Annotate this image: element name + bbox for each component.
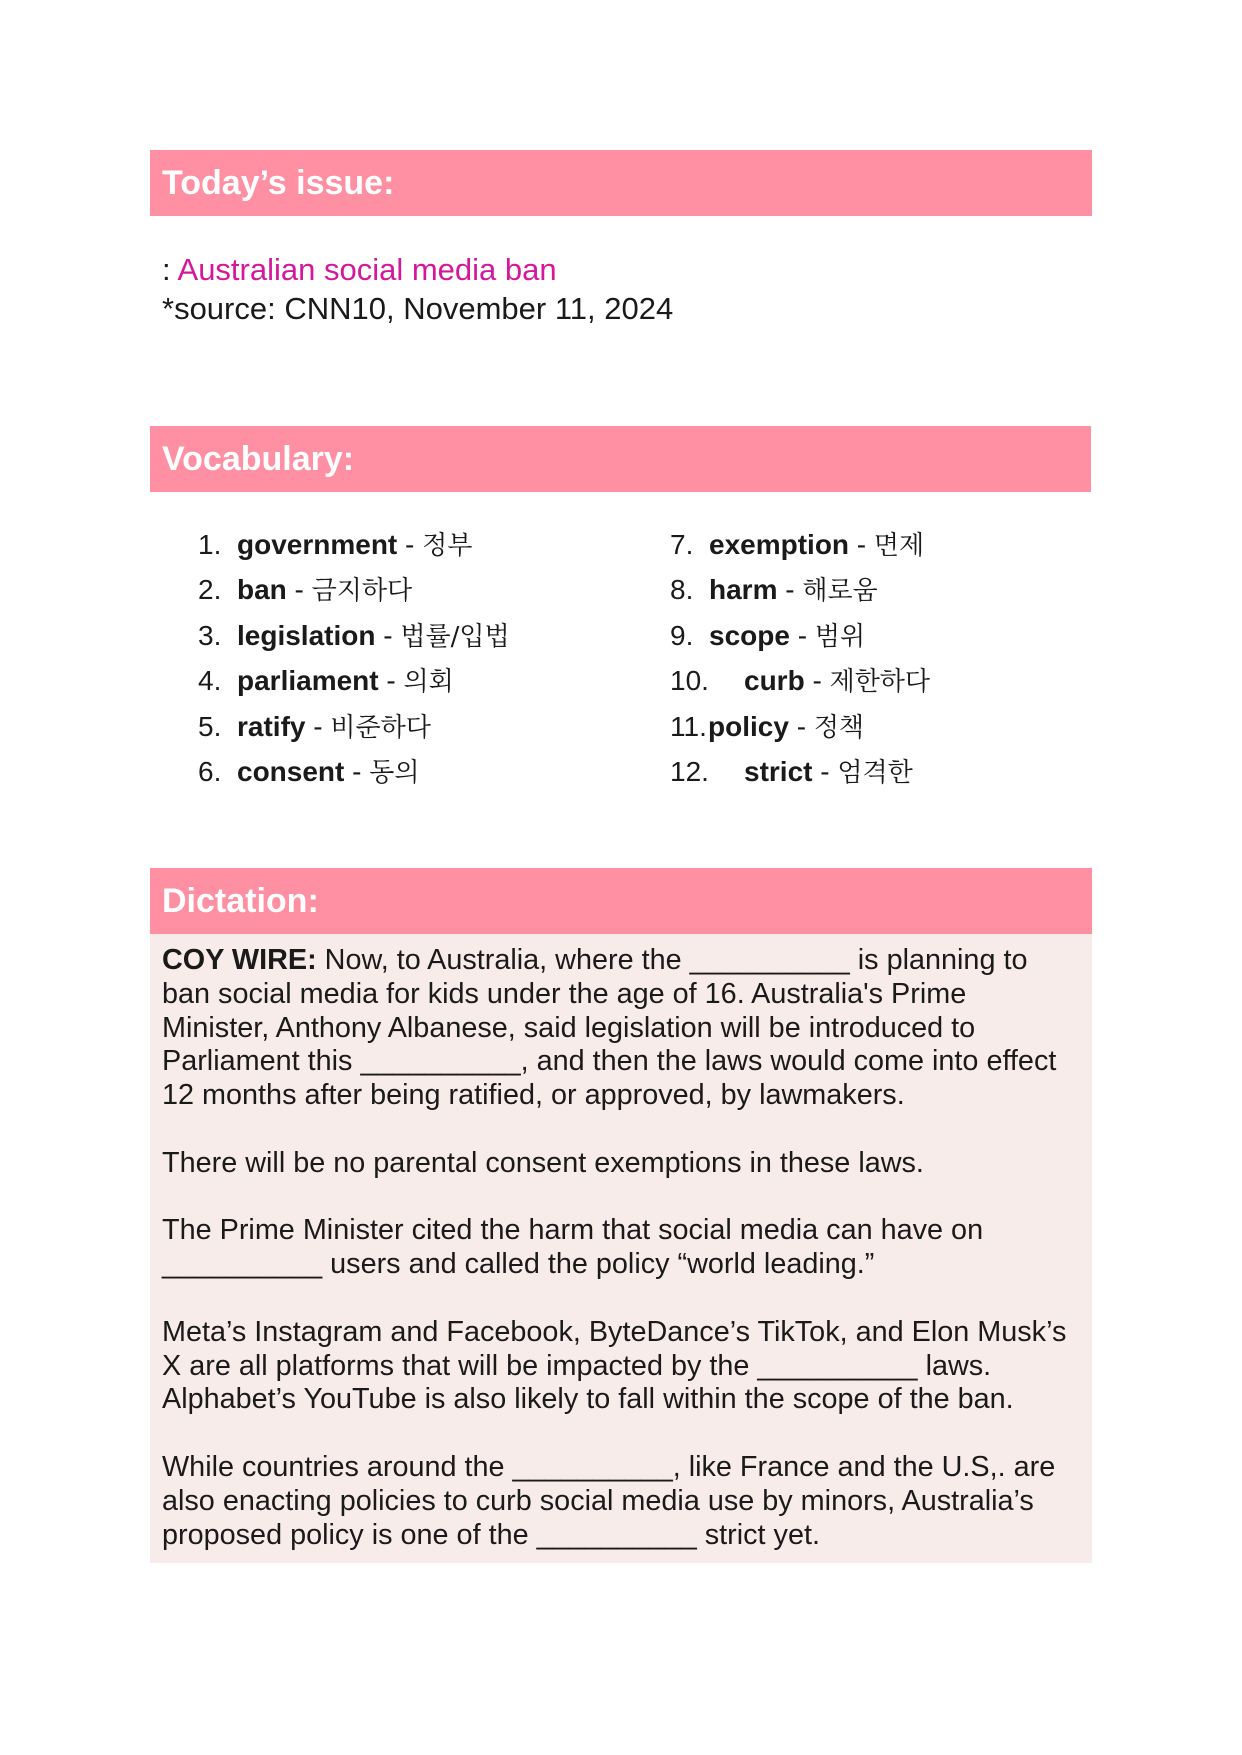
vocab-meaning: 정부 xyxy=(422,531,473,561)
dictation-line: Parliament this __________, and then the laws would come into effect xyxy=(162,1045,1057,1078)
dictation-line: also enacting policies to curb social media use by minors, Australia’s xyxy=(162,1484,1034,1517)
vocab-meaning: 의회 xyxy=(403,667,454,698)
vocab-term: legislation xyxy=(237,619,376,651)
vocab-item: 6. consent - 동의 xyxy=(198,749,510,794)
dictation-panel xyxy=(150,934,1092,1563)
dictation-line: There will be no parental consent exemptions in these laws. xyxy=(162,1146,924,1179)
dictation-paragraph xyxy=(162,1214,1092,1282)
vocab-item: 12. strict - 엄격한 xyxy=(670,749,930,794)
vocab-item: 3. legislation - 법률/입법 xyxy=(198,613,510,658)
vocab-term: consent xyxy=(237,755,345,787)
vocab-meaning: 법률/입법 xyxy=(400,621,510,652)
vocab-number: 5. xyxy=(198,710,222,742)
vocab-item: 11.policy - 정책 xyxy=(670,704,930,749)
vocab-term: government xyxy=(237,529,398,560)
dictation-heading: Dictation: xyxy=(150,868,1092,934)
vocab-number: 9. xyxy=(670,619,694,651)
vocab-meaning: 면제 xyxy=(873,531,925,561)
vocab-item: 9. scope - 범위 xyxy=(670,613,930,658)
vocab-meaning: 엄격한 xyxy=(837,757,913,788)
vocab-term: exemption xyxy=(709,529,850,560)
vocab-item: 4. parliament - 의회 xyxy=(198,658,510,703)
vocab-item: 2. ban - 금지하다 xyxy=(198,567,510,612)
vocab-number: 11. xyxy=(670,710,707,742)
vocab-term: ban xyxy=(237,574,287,606)
vocab-number: 7. xyxy=(670,529,694,560)
vocab-term: scope xyxy=(709,619,790,651)
vocabulary-list-left xyxy=(198,522,510,794)
vocab-meaning: 정책 xyxy=(813,712,865,743)
vocab-meaning: 제한하다 xyxy=(829,667,931,698)
vocab-number: 1. xyxy=(198,529,222,560)
vocab-meaning: 해로움 xyxy=(802,576,878,607)
vocab-item: 7. exemption - 면제 xyxy=(670,522,930,567)
vocab-item: 10. curb - 제한하다 xyxy=(670,658,930,703)
dictation-paragraph xyxy=(162,1147,1092,1181)
dictation-paragraph xyxy=(162,1316,1092,1417)
dictation-line: 12 months after being ratified, or approved, by lawmakers. xyxy=(162,1079,905,1112)
vocab-term: policy xyxy=(708,710,789,742)
vocab-number: 10. xyxy=(670,665,709,697)
dictation-line: ban social media for kids under the age of 16. Australia's Prime xyxy=(162,977,967,1010)
speaker-name: COY WIRE: xyxy=(162,944,317,976)
issue-info xyxy=(162,250,673,328)
vocabulary-list-right xyxy=(670,522,930,794)
vocab-item: 1. government - 정부 xyxy=(198,522,510,567)
dictation-line: proposed policy is one of the __________ strict yet. xyxy=(162,1518,820,1551)
issue-prefix: : xyxy=(162,252,178,287)
vocab-number: 4. xyxy=(198,665,222,697)
vocab-number: 2. xyxy=(198,574,222,606)
issue-topic: Australian social media ban xyxy=(177,252,557,287)
dictation-line: Now, to Australia, where the __________ is planning to xyxy=(316,944,1028,976)
dictation-paragraph xyxy=(162,1451,1092,1552)
vocab-item: 5. ratify - 비준하다 xyxy=(198,704,510,749)
dictation-line: Minister, Anthony Albanese, said legislation will be introduced to xyxy=(162,1011,976,1044)
vocab-meaning: 동의 xyxy=(369,757,420,788)
dictation-line: The Prime Minister cited the harm that social media can have on xyxy=(162,1214,984,1247)
vocab-term: curb xyxy=(744,665,805,697)
vocab-number: 8. xyxy=(670,574,694,606)
vocab-term: ratify xyxy=(237,710,306,742)
vocab-term: parliament xyxy=(237,665,379,697)
vocab-meaning: 비준하다 xyxy=(330,712,431,743)
vocab-term: harm xyxy=(709,574,778,606)
dictation-line: Alphabet’s YouTube is also likely to fall within the scope of the ban. xyxy=(162,1383,1014,1416)
dictation-line: Meta’s Instagram and Facebook, ByteDance’s TikTok, and Elon Musk’s xyxy=(162,1315,1067,1348)
vocab-number: 6. xyxy=(198,755,222,787)
dictation-line: __________ users and called the policy “world leading.” xyxy=(162,1248,875,1281)
dictation-line: X are all platforms that will be impacted by the __________ laws. xyxy=(162,1349,992,1382)
vocab-meaning: 범위 xyxy=(814,621,866,652)
vocabulary-heading: Vocabulary: xyxy=(150,426,1091,492)
vocab-term: strict xyxy=(744,755,813,787)
vocab-item: 8. harm - 해로움 xyxy=(670,567,930,612)
todays-issue-heading: Today’s issue: xyxy=(150,150,1092,216)
issue-source: *source: CNN10, November 11, 2024 xyxy=(162,291,674,326)
dictation-paragraph xyxy=(162,944,1092,1113)
vocab-meaning: 금지하다 xyxy=(311,576,413,607)
dictation-line: While countries around the __________, like France and the U.S,. are xyxy=(162,1450,1056,1483)
vocab-number: 12. xyxy=(670,755,709,787)
issue-topic-line xyxy=(162,250,673,289)
vocab-number: 3. xyxy=(198,619,222,651)
